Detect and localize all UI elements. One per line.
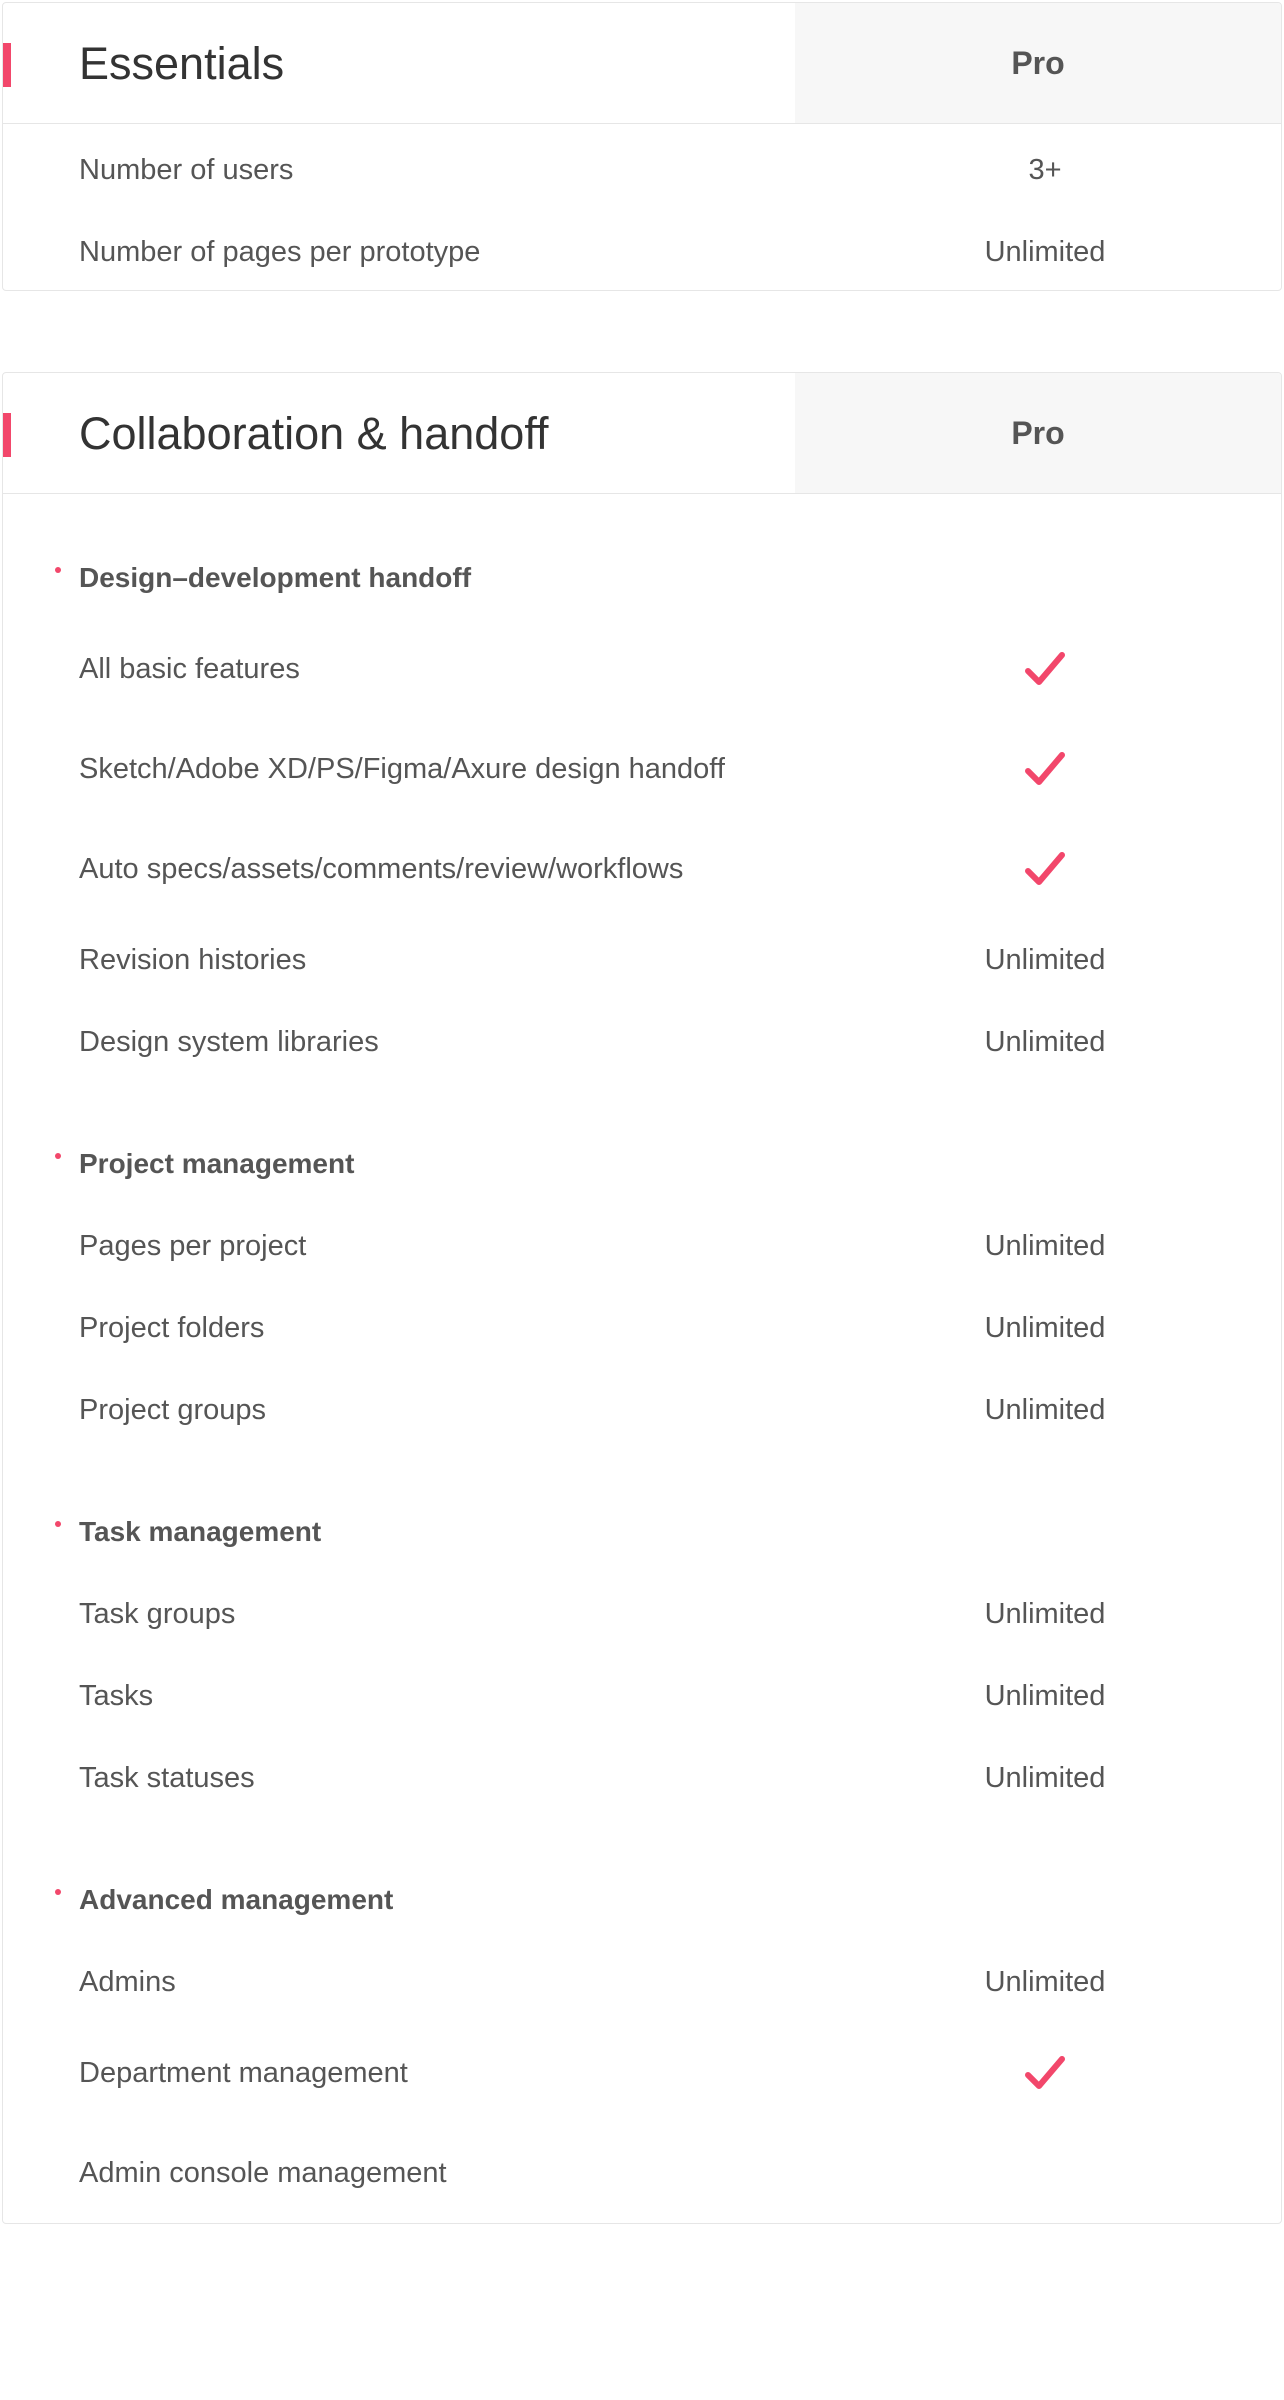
collaboration-title: Collaboration & handoff <box>79 408 549 459</box>
feature-value: Unlimited <box>984 1394 1106 1426</box>
feature-label: Tasks <box>79 1680 154 1712</box>
feature-label: Task groups <box>79 1598 236 1630</box>
feature-value: Unlimited <box>984 1966 1106 1998</box>
feature-label: Auto specs/assets/comments/review/workflows <box>79 853 684 885</box>
feature-row <box>3 1012 1281 1072</box>
feature-row <box>3 1952 1281 2012</box>
plan-label: Pro <box>1011 45 1065 81</box>
essentials-header <box>3 3 1281 124</box>
feature-row <box>3 739 1281 799</box>
plan-label: Pro <box>1011 415 1065 451</box>
section-title: Project management <box>79 1148 355 1179</box>
feature-label: Sketch/Adobe XD/PS/Figma/Axure design handoff <box>79 753 725 785</box>
feature-row <box>3 1666 1281 1726</box>
feature-value: 3+ <box>1028 154 1062 186</box>
feature-label: Design system libraries <box>79 1026 379 1058</box>
feature-label: Project folders <box>79 1312 265 1344</box>
bullet-dot <box>55 567 61 573</box>
feature-value: Unlimited <box>984 1762 1106 1794</box>
section-heading <box>3 1134 1281 1194</box>
section-title: Task management <box>79 1516 322 1547</box>
feature-label: All basic features <box>79 653 300 685</box>
section-heading <box>3 548 1281 608</box>
essentials-card <box>2 2 1282 291</box>
feature-row <box>3 140 1281 200</box>
check-icon <box>1025 651 1065 687</box>
feature-row <box>3 1298 1281 1358</box>
feature-row <box>3 930 1281 990</box>
bullet-dot <box>55 1889 61 1895</box>
feature-row <box>3 2143 1281 2203</box>
section-heading <box>3 1502 1281 1562</box>
feature-label: Admin console management <box>79 2157 447 2189</box>
feature-row <box>3 1380 1281 1440</box>
feature-label: Number of pages per prototype <box>79 236 481 268</box>
feature-label: Revision histories <box>79 944 307 976</box>
feature-row <box>3 639 1281 699</box>
check-icon <box>1025 851 1065 887</box>
bullet-dot <box>55 1521 61 1527</box>
feature-value: Unlimited <box>984 1680 1106 1712</box>
section-title: Advanced management <box>79 1884 394 1915</box>
feature-label: Project groups <box>79 1394 266 1426</box>
feature-value: Unlimited <box>984 1230 1106 1262</box>
feature-label: Task statuses <box>79 1762 255 1794</box>
accent-bar <box>3 413 11 457</box>
feature-row <box>3 222 1281 282</box>
feature-row <box>3 1584 1281 1644</box>
bullet-dot <box>55 1153 61 1159</box>
check-icon <box>1025 751 1065 787</box>
section-heading <box>3 1870 1281 1930</box>
feature-row <box>3 839 1281 899</box>
feature-value: Unlimited <box>984 236 1106 268</box>
feature-value: Unlimited <box>984 1598 1106 1630</box>
feature-value: Unlimited <box>984 944 1106 976</box>
feature-row <box>3 1216 1281 1276</box>
feature-label: Department management <box>79 2057 408 2089</box>
feature-label: Pages per project <box>79 1230 307 1262</box>
collaboration-header <box>3 373 1281 494</box>
feature-row <box>3 2043 1281 2103</box>
essentials-title: Essentials <box>79 38 285 89</box>
plan-column-header <box>795 3 1281 123</box>
feature-value: Unlimited <box>984 1026 1106 1058</box>
accent-bar <box>3 43 11 87</box>
check-icon <box>1025 2055 1065 2091</box>
plan-column-header <box>795 373 1281 493</box>
collaboration-card <box>2 372 1282 2224</box>
feature-label: Number of users <box>79 154 294 186</box>
feature-value: Unlimited <box>984 1312 1106 1344</box>
section-title: Design–development handoff <box>79 562 472 593</box>
feature-row <box>3 1748 1281 1808</box>
feature-label: Admins <box>79 1966 176 1998</box>
